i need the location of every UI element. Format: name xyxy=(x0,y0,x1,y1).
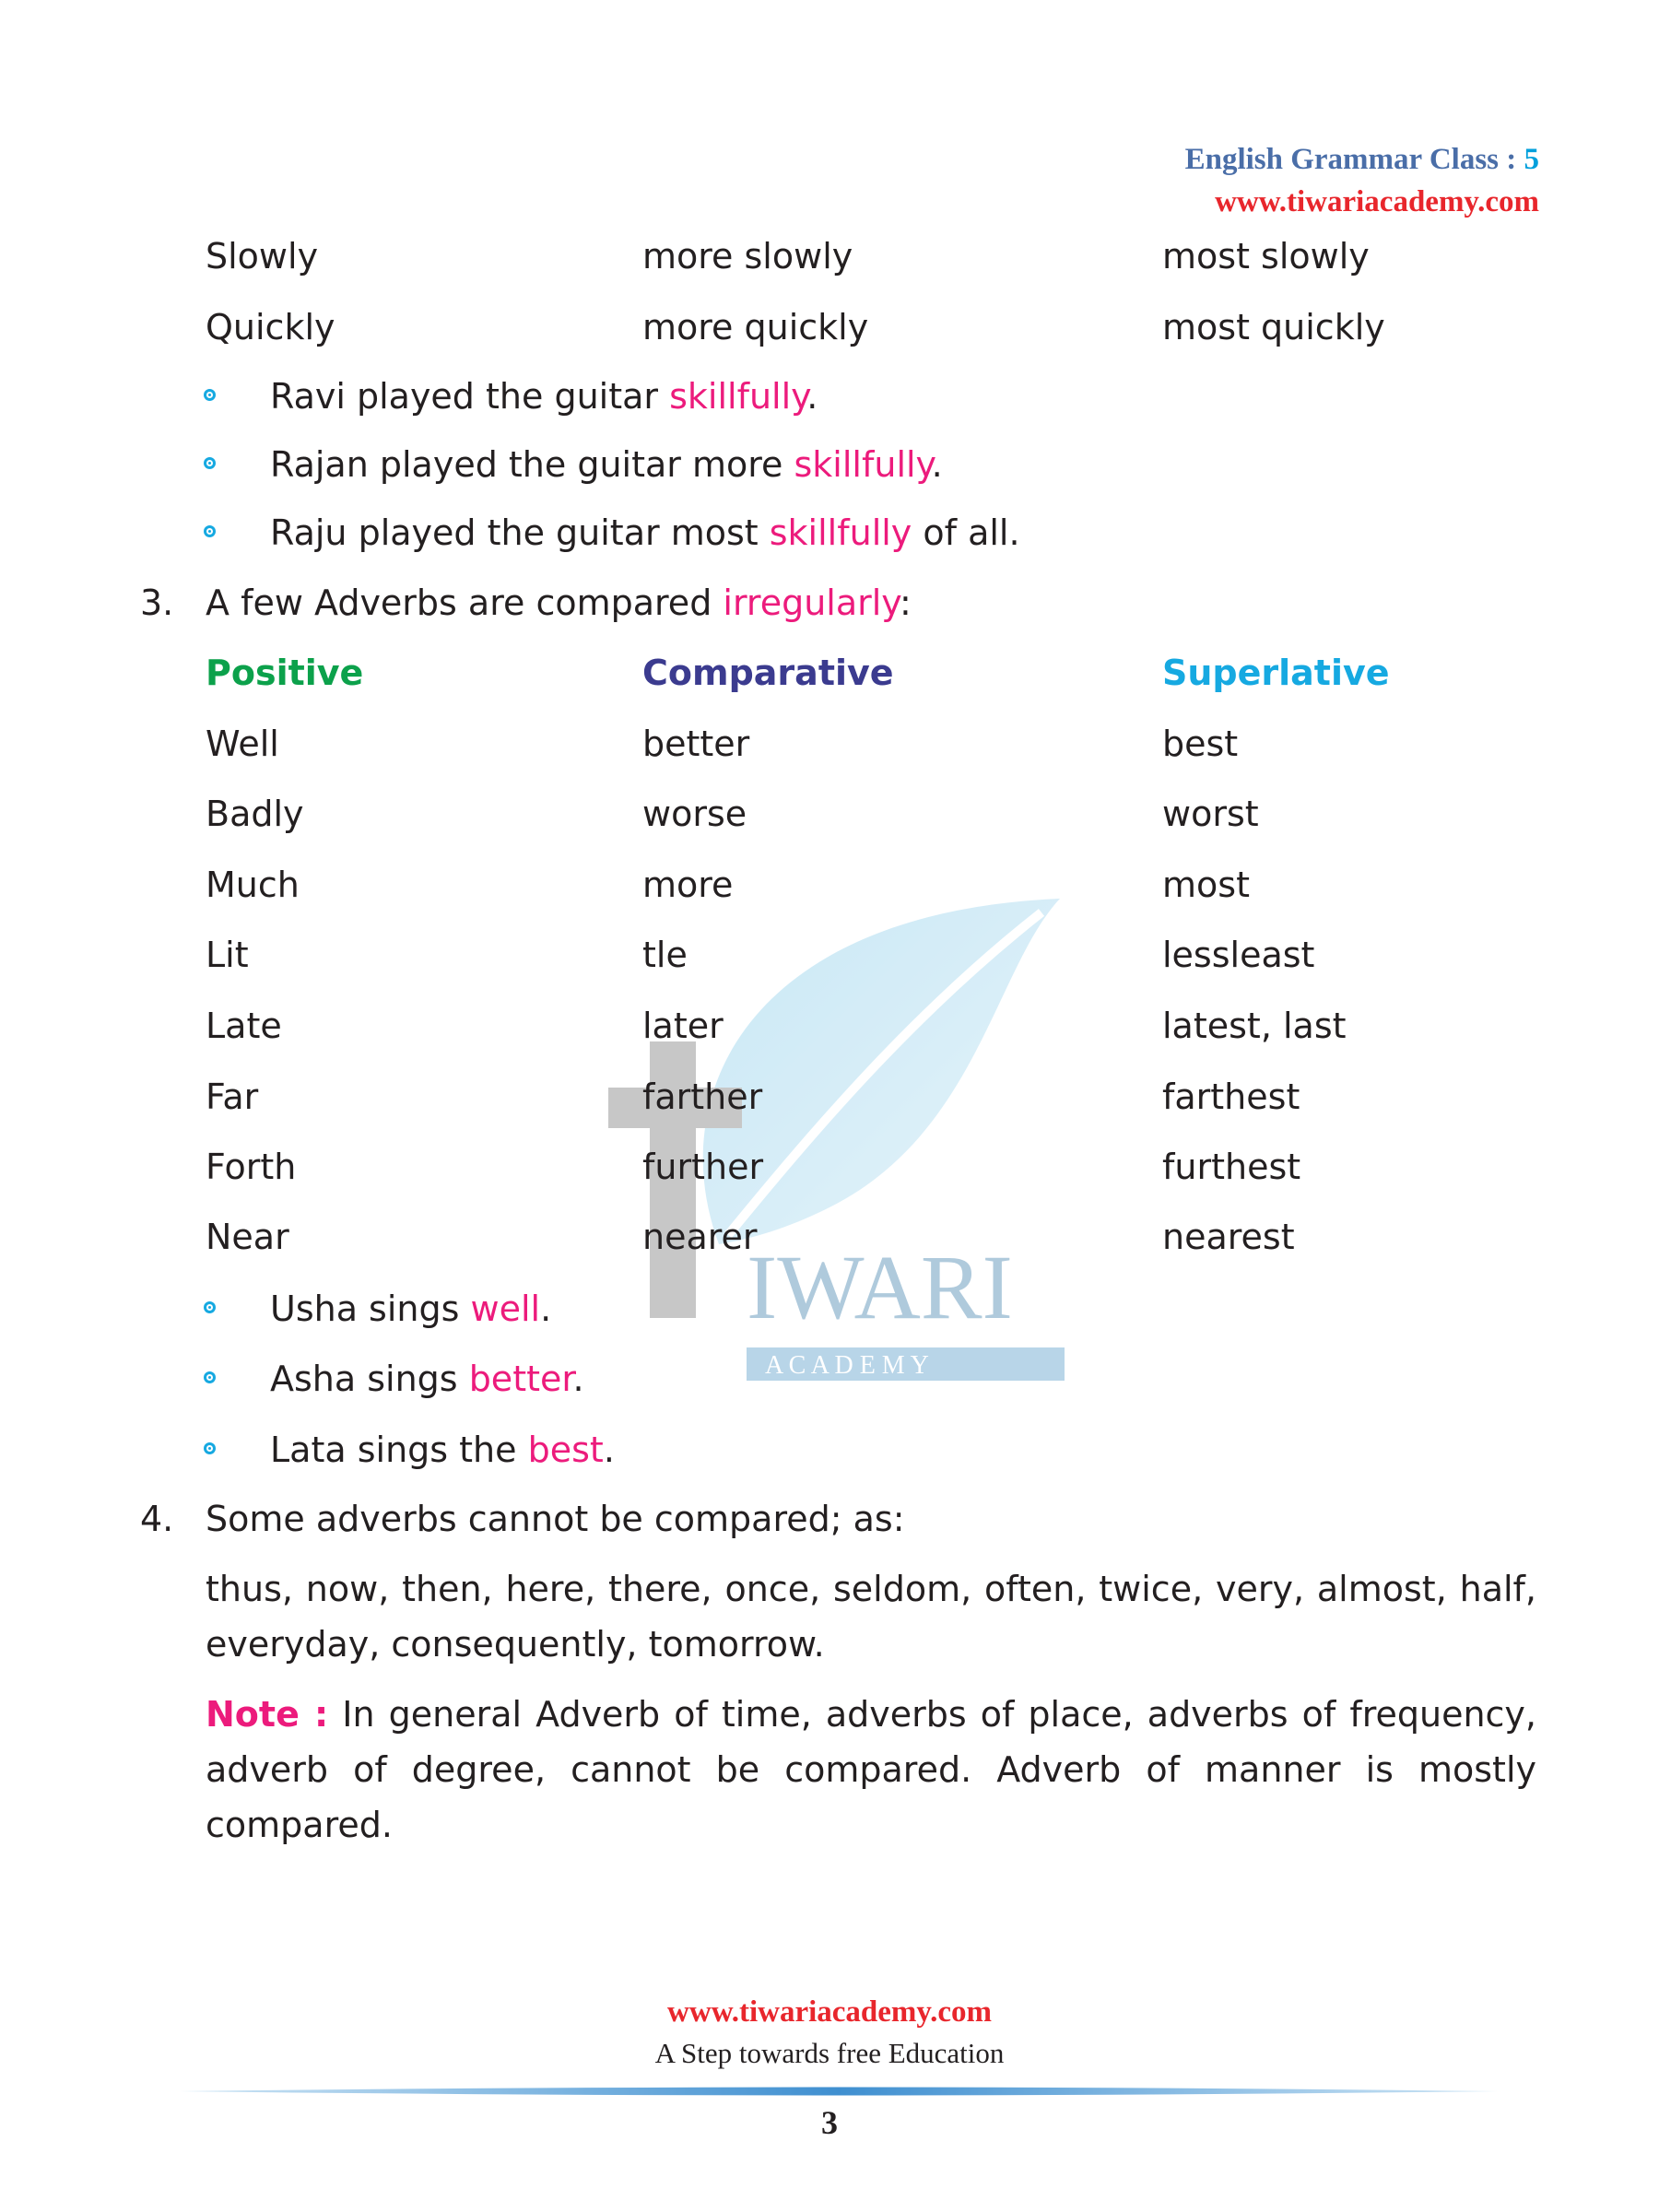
header-positive: Positive xyxy=(206,653,364,693)
bullet-icon xyxy=(204,389,216,401)
bullet-icon xyxy=(204,1442,216,1454)
bullet-icon xyxy=(204,525,216,537)
non-comparable-adverbs-list: thus, now, then, here, there, once, seldom, often, twice, very, almost, half, everyday, consequently, tomorrow. xyxy=(206,1569,1536,1665)
page-header xyxy=(1185,138,1539,223)
table2-row: Far farther farthest xyxy=(206,1077,1300,1117)
header-superlative: Superlative xyxy=(1162,653,1390,693)
note-paragraph: Note : In general Adverb of time, adverbs of place, adverbs of frequency, adverb of degree, cannot be compared. Adverb of manner is mostly compared. xyxy=(206,1694,1536,1845)
table2-row: Near nearer nearest xyxy=(206,1217,1295,1257)
table1-row-1: Slowly more slowly most slowly xyxy=(206,236,1370,276)
footer-website: www.tiwariacademy.com xyxy=(667,1995,992,2029)
bullet-icon xyxy=(204,1371,216,1383)
table2-row: Much more most xyxy=(206,865,1250,905)
bullet-icon xyxy=(204,457,216,469)
footer-divider xyxy=(180,2085,1498,2098)
footer-tagline: A Step towards free Education xyxy=(654,2037,1005,2069)
table2-header-row xyxy=(0,645,1659,700)
watermark-sub-text: A C A D E M Y xyxy=(765,1351,929,1380)
table2-row: Badly worse worst xyxy=(206,794,1259,834)
book-title: English Grammar Class : 5 xyxy=(1184,143,1539,176)
note-label: Note : xyxy=(206,1694,329,1735)
watermark-brand-text: IWARI xyxy=(747,1236,1013,1338)
bullet-icon xyxy=(204,1301,216,1313)
table2-row: Forth further furthest xyxy=(206,1147,1301,1187)
table2-row: Lit tle lessleast xyxy=(206,935,1315,975)
header-website: www.tiwariacademy.com xyxy=(1215,185,1539,218)
table1-row-2: Quickly more quickly most quickly xyxy=(206,307,1385,347)
header-comparative: Comparative xyxy=(642,653,894,693)
page-number: 3 xyxy=(821,2104,838,2141)
table2-row: Well better best xyxy=(206,724,1239,764)
table2-row: Late later latest, last xyxy=(206,1006,1347,1046)
